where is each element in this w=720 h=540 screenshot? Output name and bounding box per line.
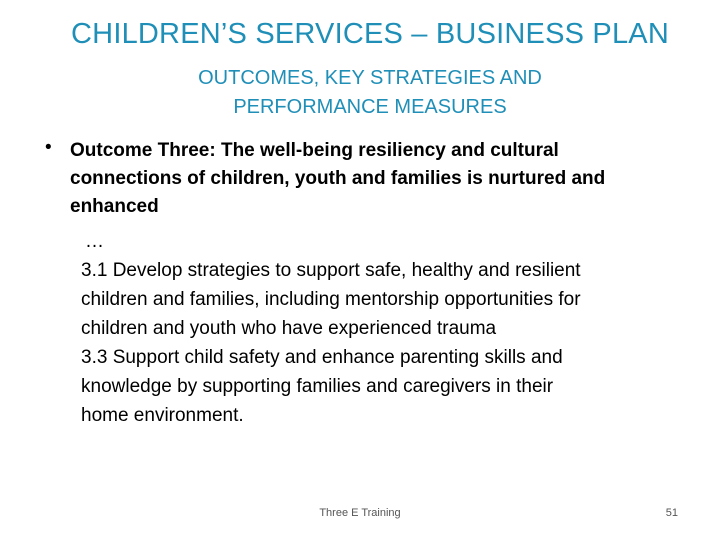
outcome-heading: [70, 137, 690, 221]
strategy-3-1-line-2: children and families, including mentorship opportunities for: [81, 289, 581, 310]
strategies-list: [81, 227, 701, 430]
bullet-icon: •: [45, 137, 52, 158]
strategy-3-3-line-3: home environment.: [81, 405, 244, 426]
outcome-line-2: connections of children, youth and families is nurtured and: [70, 168, 606, 189]
outcome-line-1: Outcome Three: The well-being resiliency and cultural: [70, 140, 559, 161]
strategy-3-3-line-2: knowledge by supporting families and caregivers in their: [81, 376, 554, 397]
subtitle-line-2: PERFORMANCE MEASURES: [233, 96, 507, 118]
strategy-3-1-line-1: 3.1 Develop strategies to support safe, healthy and resilient: [81, 260, 581, 281]
ellipsis: …: [85, 231, 104, 252]
slide-title: CHILDREN’S SERVICES – BUSINESS PLAN: [71, 18, 669, 50]
page-number: 51: [665, 507, 678, 519]
footer-text: Three E Training: [319, 507, 401, 519]
strategy-3-1-line-3: children and youth who have experienced trauma: [81, 318, 497, 339]
strategy-3-3-line-1: 3.3 Support child safety and enhance parenting skills and: [81, 347, 563, 368]
outcome-line-3: enhanced: [70, 196, 159, 217]
subtitle-line-1: OUTCOMES, KEY STRATEGIES AND: [198, 67, 542, 89]
slide-subtitle: [120, 64, 620, 122]
